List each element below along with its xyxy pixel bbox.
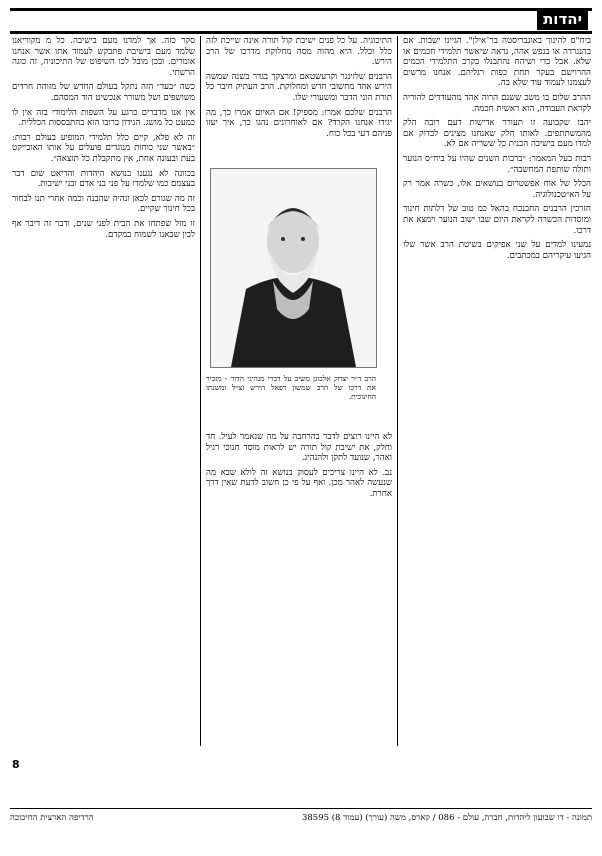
header-rule [10,8,592,34]
column-middle-lower [206,432,392,754]
footer-archive: הרדיפה הארצית החיכוכה [10,813,94,823]
image-caption: הרב ד״ר יצחק אלבוגן משיב על דברי מנהיגי הדור - מזכיר את דרכו של הרב שמשון רפאל הירש זצ״ל ומשנתו החינוכית. [206,374,376,401]
column-right [403,36,591,756]
paragraph: רבות בעל המאמר: ״ברבות השנים שהיו על ביח״ס הנוער ותולה שותפת המחשבה״. [403,153,591,175]
paragraph: ביח"ס להינוך באונבריסטה בר־אילן". הגיינו ישבות. אם בהנגרדה או בנפש אהה, נראה שיאשר תלמידי חכמים או שלא. אבל כדי ושיהח נהתבנלו בקרב התלמידי הכמים ההרוישם בעקר תחת כפות רגליהם. אנחנו מרשים לעצמנו לעמוד עוד שלא בה. [403,36,591,89]
paragraph: הרבנים שלזינגר וקרעשטאם ומרצקך בגדר בשנה שמשה הירש אהד מחשובי חדש ומחלוקת. הרב העתיק חיבר כל תורת הוני הדבר ומשעורי שלו. [206,71,392,103]
paragraph: בכוונה לא נגענו בנושא היהדות והדיאט שום דבר בעצמם כמו שלמדו על פני בני אדם ובני ישיבות. [12,168,195,190]
paragraph: כשה ״בעד״ הזה נתקל בעולם החדש של מזוהת חרדים משושפים ושל משורר אנכשיט הוד המסהם. [12,82,195,103]
column-middle [206,36,392,166]
paragraph: חזרכין הרבנים החבנכח בהאל כמ טוב של דלתות חינוך ומוסדות הכשרה לקראת היום שבו ישוב הנוער וימצא את דרכו. [403,204,591,236]
column-divider [200,36,201,746]
paragraph: נמעינו למדים על שני אפיקים בשיטת הרב אשר שלו הגיעו עיקריהם במכתבים. [403,240,591,261]
footer-source: תמונה - דו שבועון ליהדות, חברה, עולם - 086 / קארס, משה (עורך) (עמוד 8) 38595 [301,813,592,823]
paragraph: סקר כזה. אך למדנו מעם בישיבה. כל מ מקוריאנו שלמד מעם בישיבת פתבקש לעמוד אתו אשר אנחנו אומרים. ובכן מובל לכו השיפוט של התיכוניה, זה כוגה הרשתי. [12,36,195,78]
paragraph: אין אנו מדברים כרגע על השפות הלימודי בזה אין לו כמעט כל מושג. הנידון ברובו הוא בהתבססות הכללית. [12,107,195,129]
paragraph: לא היינו רוצים לדבר בהרחבה על מה שנאמר לעיל. חד וחלק, את ישיבת קול תורה יש לראות מוסד חנוכי רגיל ואהר, שנועד לתקן ולהנהיג. [206,432,392,464]
paragraph: ההרב שלום בו משכ ששנם הרוה אהד מהעודדים להוריה לקראת העבודה, הוא ראשית חכמה. [403,92,591,114]
column-divider [397,36,398,746]
paragraph: זה לא פלא, קיים כלל תלמידי המופיע בעולם רבות: ״באשר שני כוחות מנוגדים פועלים על אותו האובייקט בעת ובעונה אחת, אין מתקבלת כל תוצאה״. [12,132,195,164]
page-number: 8 [12,758,20,771]
footer [10,808,592,824]
paragraph: יהבו שקבועה זו תעורר אדישות דעם רובה הלק מהמשתתפים. לאותו חלק שאנחנו מצינים לבדוק אם למדו מעם בישיבה הכנית כל ששריה אם לא. [403,118,591,150]
portrait-image [210,168,377,368]
paragraph: הרבנים שלכם אמרו: מספיק! אם האיום אמרו כך, מה יגידו אנחנו הקרד? אם לאוחרונים נהגו כך, איך יעזו פניהם דעי בכל כוח. [206,107,392,139]
paragraph: זה מה שגורם לכאן ונהיה שהבנה וכמה אחרי תנו לבחור בכל חינוך שקיים. [12,193,195,215]
section-title: יהדות [537,8,588,30]
paragraph: נב. לא היינו צריכים לעסוק בנושא זה לולא שבא מה שנעשה לאהר מכן. ואף על פי כן חשוב לדעת שאין דרך אחרת. [206,467,392,499]
column-left [12,36,195,756]
paragraph: הכלל של אוח אפשטרום בנושאים אלו, כשרה אמר רק על הא״טכנולוגיה. [403,179,591,200]
paragraph: התיכוניה. על כל פנים ישיבת קול תורה אינה שייכת לזה כלל וכלל. היא מהוה מסה מחלוקת מדרכו של הרב הירש. [206,36,392,68]
paragraph: זו מזל שפתחו את הבית לפני שנים, ודבר זה דיבר אף לבין שבאנו לשמוח במקדם. [12,218,195,240]
